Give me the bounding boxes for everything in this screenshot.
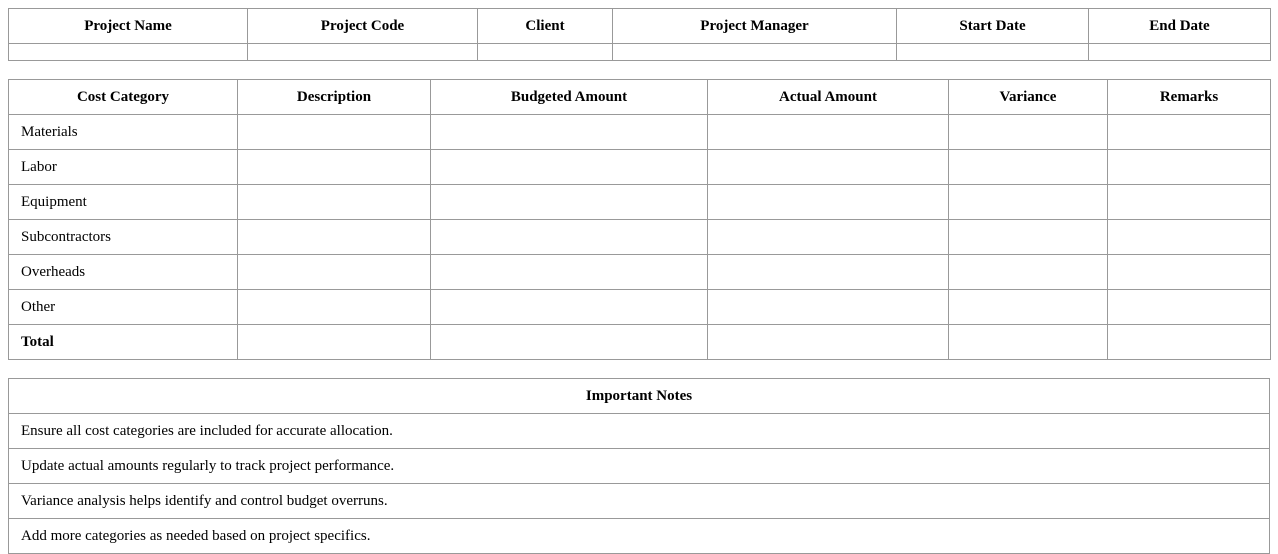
list-item (9, 449, 1270, 484)
variance-cell[interactable] (949, 115, 1108, 150)
cost-table-header-row (9, 80, 1271, 115)
remarks-cell[interactable] (1108, 255, 1271, 290)
header-budgeted-amount: Budgeted Amount (431, 80, 708, 115)
important-notes-table (8, 378, 1270, 554)
budgeted-amount-cell[interactable] (431, 220, 708, 255)
budgeted-amount-cell[interactable] (431, 150, 708, 185)
total-remarks-cell[interactable] (1108, 325, 1271, 360)
description-cell[interactable] (238, 185, 431, 220)
table-row (9, 220, 1271, 255)
list-item (9, 484, 1270, 519)
project-info-value-row (9, 44, 1271, 61)
description-cell[interactable] (238, 220, 431, 255)
project-info-table (8, 8, 1271, 61)
header-start-date: Start Date (897, 9, 1089, 44)
total-budgeted-amount-cell[interactable] (431, 325, 708, 360)
cost-allocation-table (8, 79, 1271, 360)
list-item (9, 519, 1270, 554)
remarks-cell[interactable] (1108, 220, 1271, 255)
total-variance-cell[interactable] (949, 325, 1108, 360)
header-project-manager: Project Manager (613, 9, 897, 44)
header-description: Description (238, 80, 431, 115)
actual-amount-cell[interactable] (708, 150, 949, 185)
note-text: Add more categories as needed based on project specifics. (9, 519, 1270, 554)
actual-amount-cell[interactable] (708, 185, 949, 220)
client-cell[interactable] (478, 44, 613, 61)
table-row (9, 255, 1271, 290)
budgeted-amount-cell[interactable] (431, 290, 708, 325)
end-date-cell[interactable] (1089, 44, 1271, 61)
budgeted-amount-cell[interactable] (431, 255, 708, 290)
variance-cell[interactable] (949, 255, 1108, 290)
cost-category-cell: Labor (9, 150, 238, 185)
project-manager-cell[interactable] (613, 44, 897, 61)
note-text: Variance analysis helps identify and control budget overruns. (9, 484, 1270, 519)
total-label: Total (9, 325, 238, 360)
project-info-header-row (9, 9, 1271, 44)
table-row (9, 150, 1271, 185)
header-variance: Variance (949, 80, 1108, 115)
description-cell[interactable] (238, 290, 431, 325)
header-end-date: End Date (1089, 9, 1271, 44)
variance-cell[interactable] (949, 290, 1108, 325)
table-row (9, 185, 1271, 220)
table-row (9, 115, 1271, 150)
project-name-cell[interactable] (9, 44, 248, 61)
remarks-cell[interactable] (1108, 290, 1271, 325)
actual-amount-cell[interactable] (708, 255, 949, 290)
variance-cell[interactable] (949, 185, 1108, 220)
header-remarks: Remarks (1108, 80, 1271, 115)
header-client: Client (478, 9, 613, 44)
actual-amount-cell[interactable] (708, 220, 949, 255)
description-cell[interactable] (238, 255, 431, 290)
notes-title: Important Notes (9, 379, 1270, 414)
remarks-cell[interactable] (1108, 115, 1271, 150)
notes-header-row (9, 379, 1270, 414)
description-cell[interactable] (238, 150, 431, 185)
actual-amount-cell[interactable] (708, 290, 949, 325)
header-project-code: Project Code (248, 9, 478, 44)
cost-category-cell: Overheads (9, 255, 238, 290)
start-date-cell[interactable] (897, 44, 1089, 61)
list-item (9, 414, 1270, 449)
variance-cell[interactable] (949, 150, 1108, 185)
total-description-cell[interactable] (238, 325, 431, 360)
cost-category-cell: Other (9, 290, 238, 325)
budgeted-amount-cell[interactable] (431, 115, 708, 150)
table-row (9, 290, 1271, 325)
cost-category-cell: Equipment (9, 185, 238, 220)
cost-category-cell: Subcontractors (9, 220, 238, 255)
remarks-cell[interactable] (1108, 185, 1271, 220)
variance-cell[interactable] (949, 220, 1108, 255)
description-cell[interactable] (238, 115, 431, 150)
header-actual-amount: Actual Amount (708, 80, 949, 115)
actual-amount-cell[interactable] (708, 115, 949, 150)
header-project-name: Project Name (9, 9, 248, 44)
budgeted-amount-cell[interactable] (431, 185, 708, 220)
remarks-cell[interactable] (1108, 150, 1271, 185)
header-cost-category: Cost Category (9, 80, 238, 115)
note-text: Update actual amounts regularly to track project performance. (9, 449, 1270, 484)
total-row (9, 325, 1271, 360)
project-code-cell[interactable] (248, 44, 478, 61)
total-actual-amount-cell[interactable] (708, 325, 949, 360)
note-text: Ensure all cost categories are included for accurate allocation. (9, 414, 1270, 449)
cost-category-cell: Materials (9, 115, 238, 150)
